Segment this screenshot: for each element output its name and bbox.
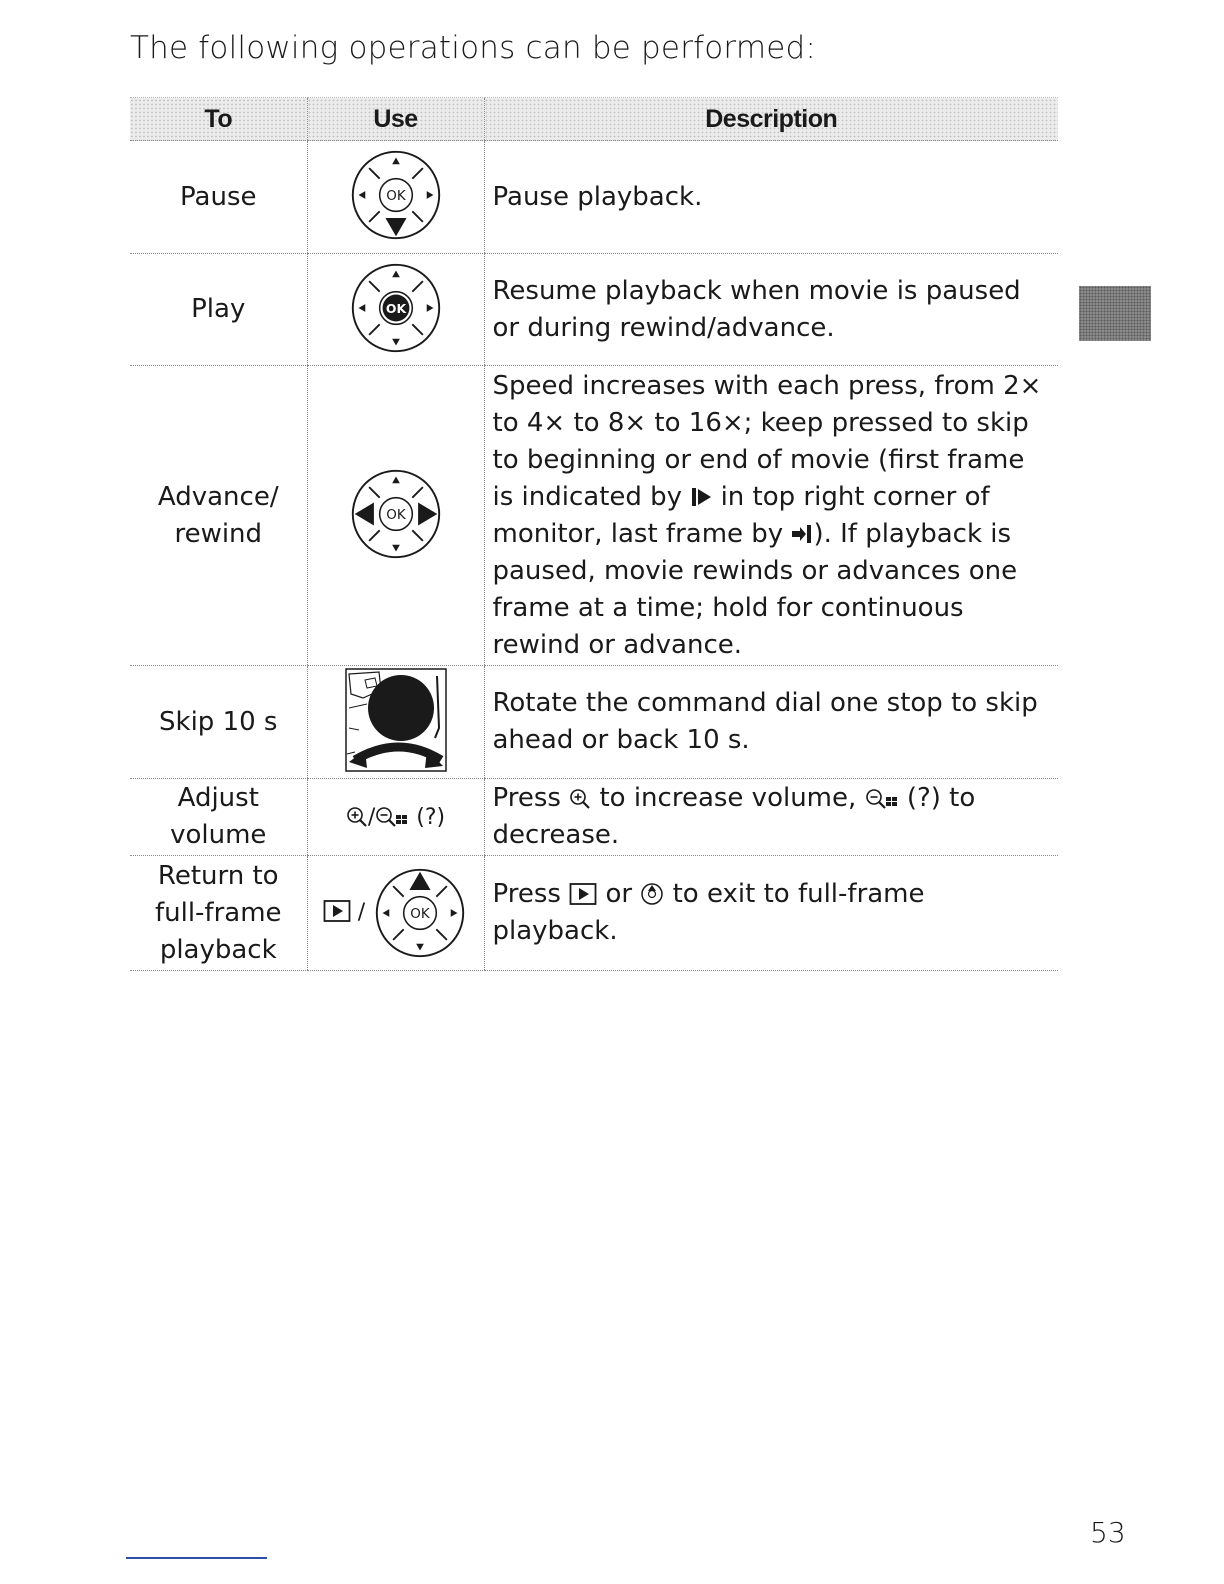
advance-desc-part3: ). If playback is paused, movie rewinds or advances one frame at a time; hold for continuous rewind or advance. bbox=[492, 518, 1018, 660]
volume-label-line2: volume bbox=[170, 820, 267, 850]
first-frame-icon bbox=[690, 485, 712, 509]
return-label-line1: Return to bbox=[157, 860, 279, 891]
cell-to-advance bbox=[130, 366, 307, 666]
volume-use-slash: / bbox=[367, 804, 376, 830]
table-row-advance bbox=[130, 366, 1058, 666]
playback-button-icon bbox=[323, 899, 351, 923]
volume-desc-press: Press bbox=[492, 783, 561, 813]
return-desc-or: or bbox=[605, 879, 633, 909]
operations-table bbox=[130, 97, 1058, 971]
header-to: To bbox=[130, 98, 307, 141]
cell-desc-return bbox=[484, 856, 1058, 971]
cell-use-play bbox=[307, 254, 484, 366]
page-number: 53 bbox=[1090, 1516, 1126, 1549]
table-row-play bbox=[130, 254, 1058, 366]
cell-to-return bbox=[130, 856, 307, 971]
table-row-skip bbox=[130, 666, 1058, 779]
header-use: Use bbox=[307, 98, 484, 141]
cell-use-skip bbox=[307, 666, 484, 779]
cell-use-return bbox=[307, 856, 484, 971]
multi-selector-small-up-icon bbox=[640, 882, 664, 906]
table-row-return bbox=[130, 856, 1058, 971]
table-row-pause bbox=[130, 141, 1058, 254]
zoom-in-icon bbox=[346, 806, 368, 828]
return-desc-end: to exit to full-frame playback. bbox=[492, 879, 925, 946]
svg-text:OK: OK bbox=[385, 188, 406, 204]
header-description: Description bbox=[484, 98, 1058, 141]
multi-selector-left-right-icon bbox=[348, 466, 444, 562]
svg-text:OK: OK bbox=[410, 906, 430, 922]
cell-desc-pause: Pause playback. bbox=[484, 141, 1058, 254]
advance-label-line1: Advance/ bbox=[157, 481, 279, 512]
cell-desc-play: Resume playback when movie is paused or during rewind/advance. bbox=[484, 254, 1058, 366]
command-dial-icon bbox=[345, 668, 447, 772]
cell-use-pause bbox=[307, 141, 484, 254]
zoom-out-thumbnail-icon bbox=[375, 806, 409, 828]
table-row-volume bbox=[130, 779, 1058, 856]
zoom-in-icon bbox=[569, 788, 591, 810]
return-label-line2: full-frame bbox=[154, 897, 282, 928]
footer-rule bbox=[126, 1557, 267, 1559]
cell-to-skip: Skip 10 s bbox=[130, 666, 307, 779]
cell-desc-advance bbox=[484, 366, 1058, 666]
cell-desc-volume bbox=[484, 779, 1058, 856]
svg-text:OK: OK bbox=[385, 507, 406, 523]
cell-to-play: Play bbox=[130, 254, 307, 366]
volume-desc-mid: to increase volume, bbox=[599, 783, 857, 813]
advance-label-line2: rewind bbox=[174, 518, 263, 549]
cell-use-advance bbox=[307, 366, 484, 666]
volume-use-suffix: (?) bbox=[416, 804, 446, 830]
table-header-row bbox=[130, 98, 1058, 141]
playback-button-icon bbox=[569, 882, 597, 906]
multi-selector-up-icon bbox=[372, 865, 468, 961]
last-frame-icon bbox=[791, 522, 813, 546]
multi-selector-ok-icon bbox=[348, 260, 444, 356]
advance-desc-part1: Speed increases with each press, from 2× to 4× to 8× to 16×; keep pressed to skip to beginning or end of movie (first frame is indicated by bbox=[492, 370, 1042, 512]
cell-use-volume bbox=[307, 779, 484, 856]
section-tab bbox=[1079, 286, 1151, 341]
zoom-out-thumbnail-icon bbox=[865, 788, 899, 810]
return-label-line3: playback bbox=[159, 934, 277, 965]
volume-label-line1: Adjust bbox=[177, 783, 259, 813]
svg-text:OK: OK bbox=[385, 300, 406, 316]
volume-desc-q: (?) to decrease. bbox=[492, 783, 976, 850]
cell-to-pause: Pause bbox=[130, 141, 307, 254]
return-use-slash: / bbox=[357, 900, 366, 925]
cell-desc-skip: Rotate the command dial one stop to skip ahead or back 10 s. bbox=[484, 666, 1058, 779]
advance-desc-part2: in top right corner of monitor, last frame by bbox=[492, 481, 990, 549]
return-desc-press: Press bbox=[492, 879, 561, 909]
cell-to-volume bbox=[130, 779, 307, 856]
multi-selector-down-icon bbox=[348, 147, 444, 243]
intro-text: The following operations can be performed: bbox=[130, 30, 817, 66]
